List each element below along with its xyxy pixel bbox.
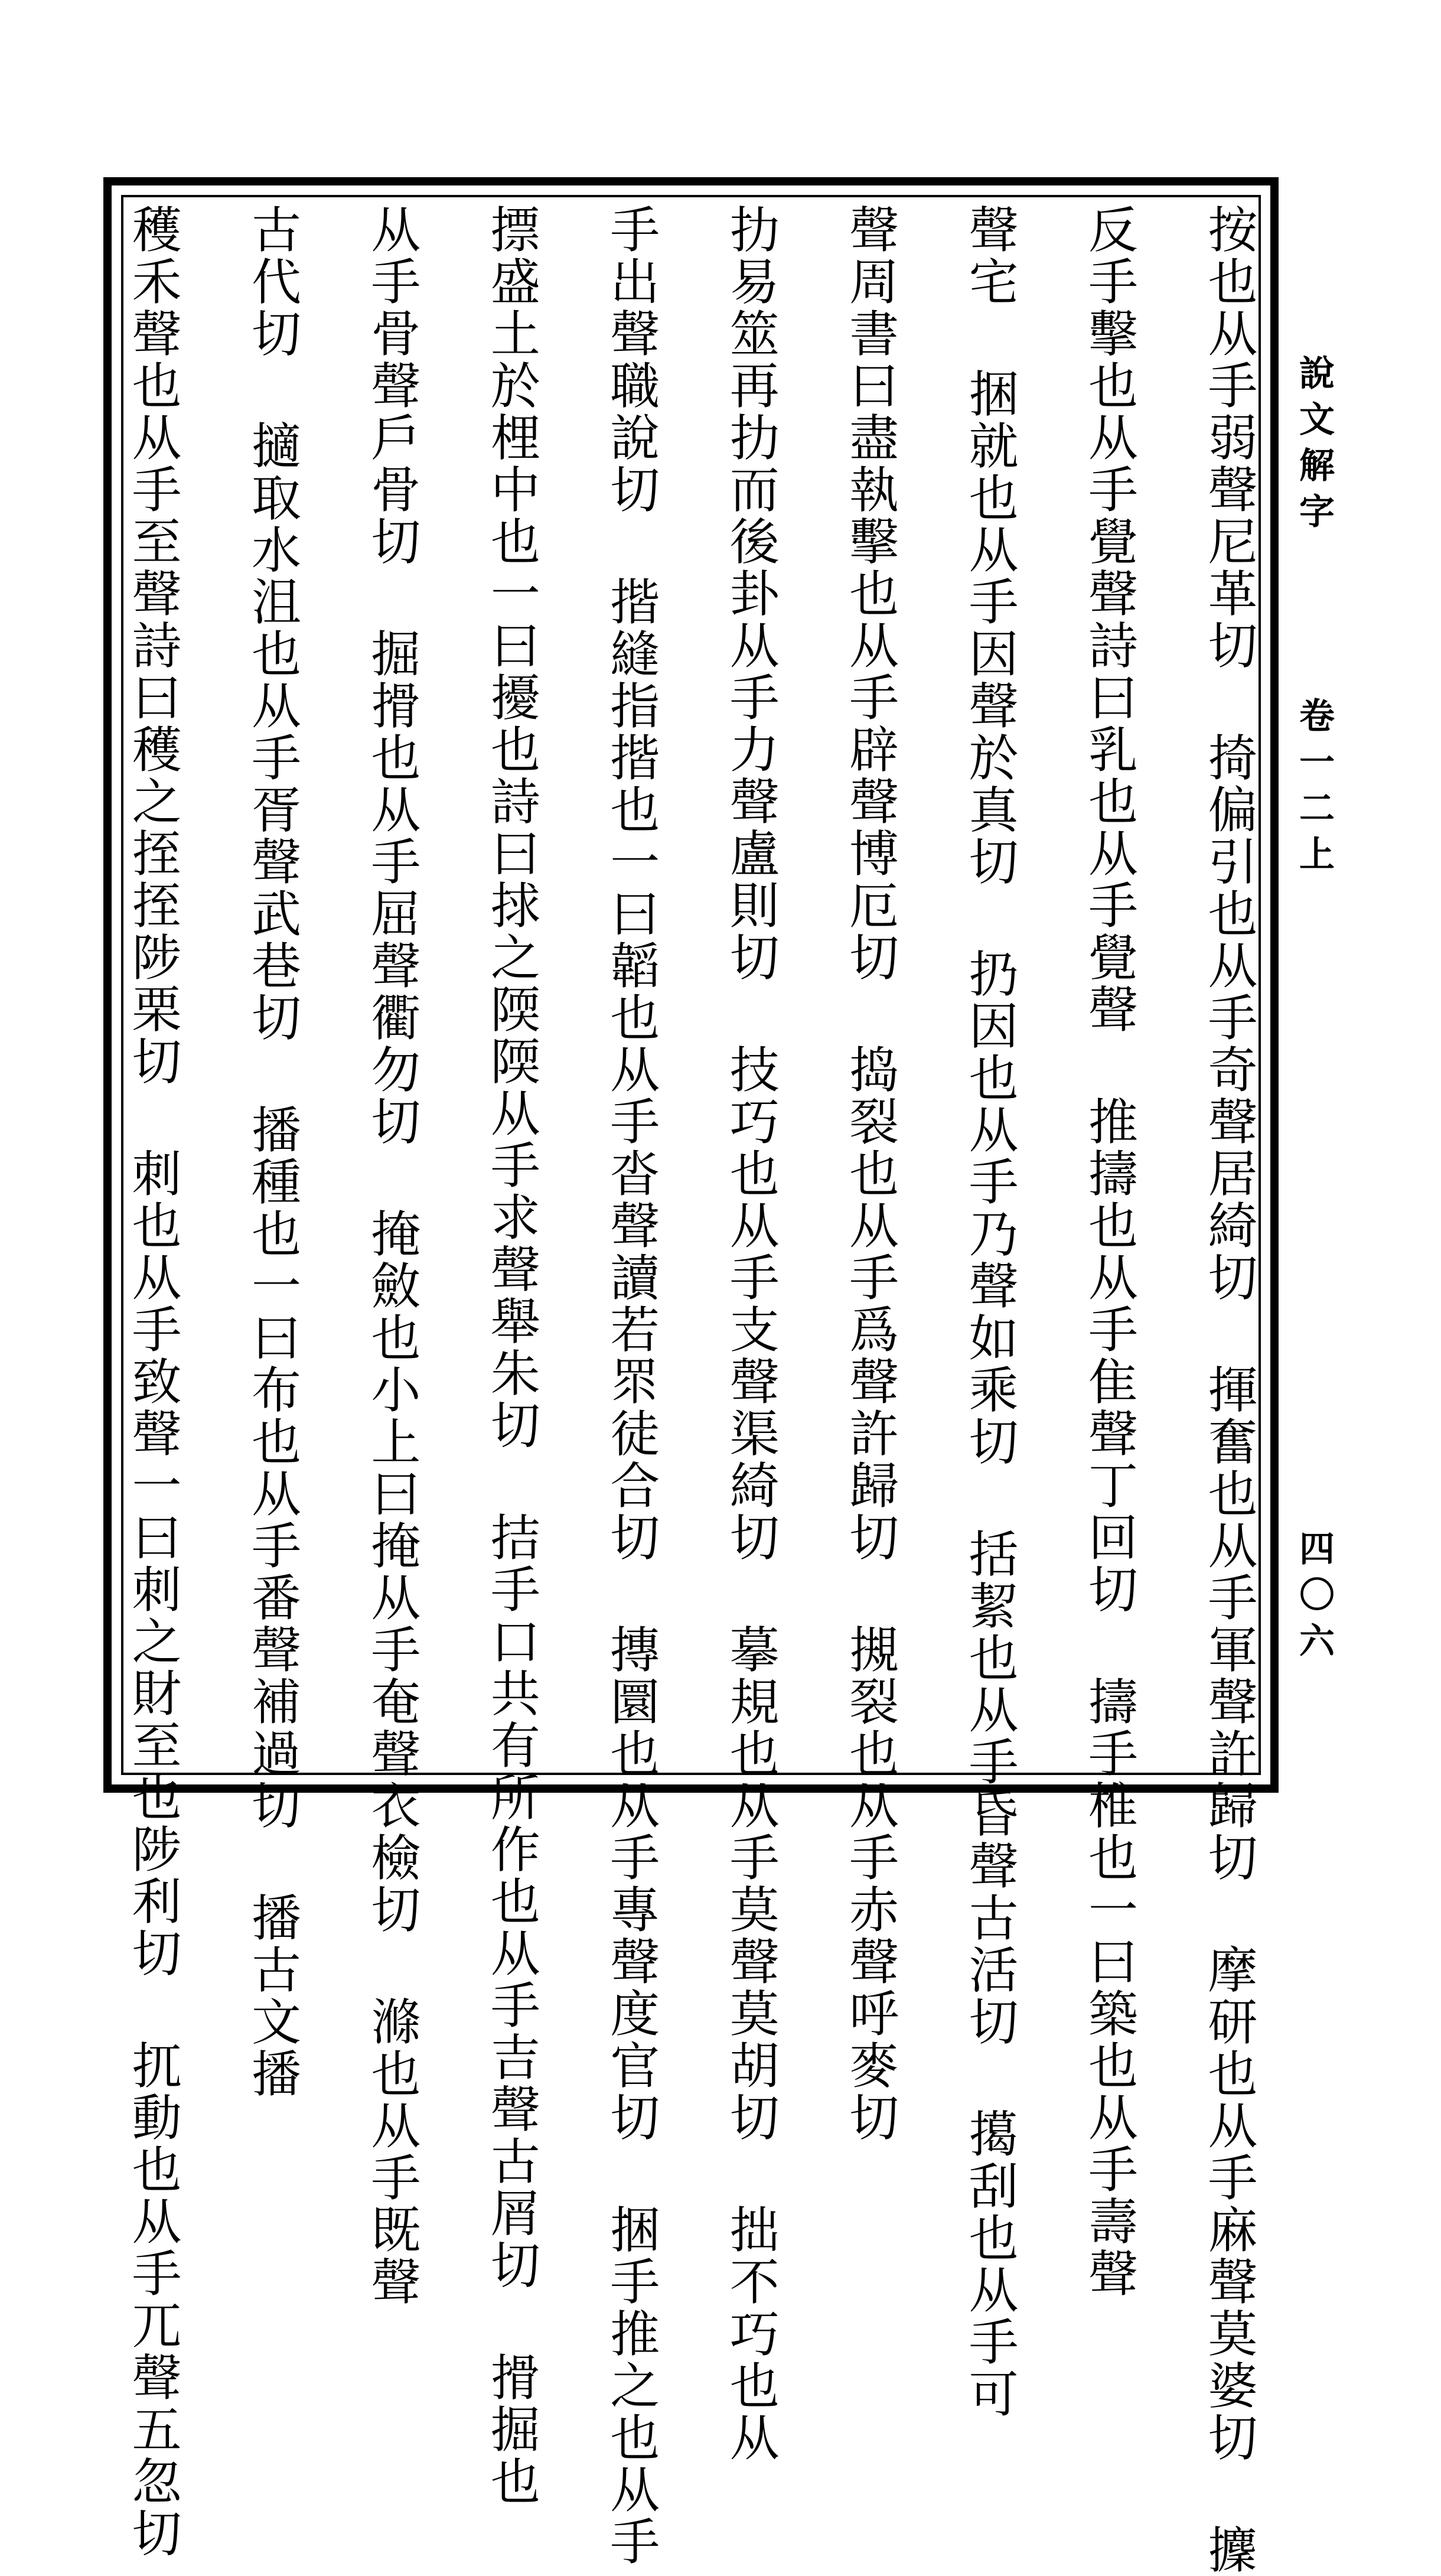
column-text: 聲周書曰盡執擊也从手辟聲博厄切 捣裂也从手爲聲許歸切 摫裂也从手赤聲呼麥切 (841, 204, 899, 2144)
column-text: 反手擊也从手覺聲詩曰乳也从手覺聲 推擣也从手隹聲丁回切 擣手椎也一曰築也从手壽聲 (1080, 204, 1139, 2300)
text-column (363, 204, 421, 2308)
text-column (243, 204, 302, 2100)
book-title: 說文解字 (1293, 354, 1335, 539)
page-number: 四〇六 (1293, 1530, 1335, 1668)
column-text: 穫禾聲也从手至聲詩曰穫之挃挃陟栗切 刺也从手致聲一曰刺之財至也陟利切 扤動也从手兀聲五忽切 (124, 204, 182, 2559)
text-column (841, 204, 899, 2144)
text-column (961, 204, 1019, 2420)
text-column (1080, 204, 1139, 2300)
text-column (482, 204, 541, 2507)
text-column (1199, 204, 1258, 2576)
text-column (124, 204, 182, 2559)
text-column (602, 204, 660, 2568)
text-columns (124, 204, 1258, 2576)
column-text: 聲宅 捆就也从手因聲於真切 扔因也从手乃聲如乘切 括絜也从手昏聲古活切 擖刮也从手可 (961, 204, 1019, 2420)
column-text: 按也从手弱聲尼革切 掎偏引也从手奇聲居綺切 揮奮也从手軍聲許歸切 摩研也从手麻聲莫婆切 攈 (1199, 204, 1258, 2576)
volume-label: 卷一二上 (1293, 697, 1335, 881)
column-text: 手出聲職說切 揩縫指揩也一曰韜也从手沓聲讀若眔徒合切 摶圜也从手專聲度官切 捆手推之也从手 (602, 204, 660, 2568)
column-text: 古代切 擿取水沮也从手胥聲武巷切 播種也一曰布也从手番聲補過切 播古文播 (243, 204, 302, 2100)
column-text: 从手骨聲戶骨切 掘搰也从手屈聲衢勿切 掩斂也小上曰掩从手奄聲衣檢切 滌也从手既聲 (363, 204, 421, 2308)
column-text: 扐易筮再扐而後卦从手力聲盧則切 技巧也从手支聲渠綺切 摹規也从手莫聲莫胡切 拙不巧也从 (722, 204, 780, 2464)
text-column (722, 204, 780, 2464)
column-text: 摽盛土於梩中也一曰擾也詩曰捄之陾陾从手求聲舉朱切 拮手口共有所作也从手吉聲古屑切 搰掘也 (482, 204, 541, 2507)
